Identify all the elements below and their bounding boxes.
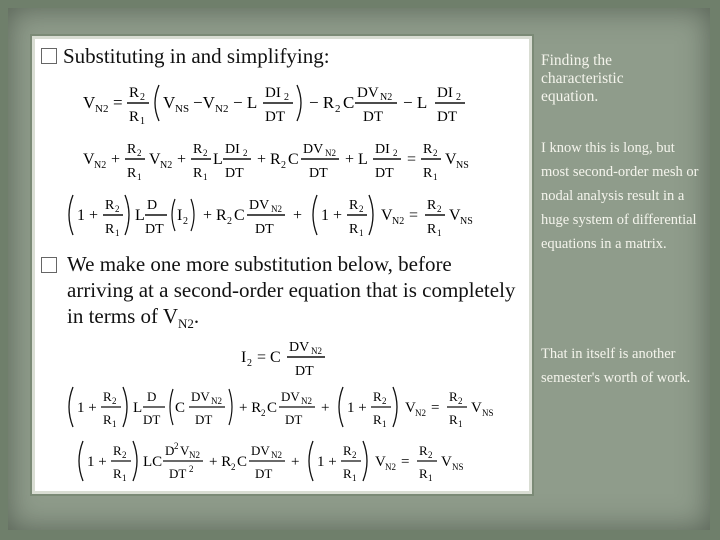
svg-text:2: 2 xyxy=(261,408,266,418)
svg-text:=: = xyxy=(407,151,417,168)
svg-text:1: 1 xyxy=(433,172,438,182)
svg-text:R: R xyxy=(113,443,122,458)
svg-text:R: R xyxy=(449,389,458,404)
svg-text:2: 2 xyxy=(183,216,188,227)
svg-text:R: R xyxy=(129,85,140,101)
svg-text:R: R xyxy=(105,222,115,237)
svg-text:DT: DT xyxy=(145,222,164,237)
svg-text:C: C xyxy=(343,93,355,112)
svg-text:N2: N2 xyxy=(160,160,173,171)
svg-text:V: V xyxy=(149,151,161,168)
svg-text:DI: DI xyxy=(375,142,390,157)
svg-text:R: R xyxy=(373,412,382,427)
svg-text:+: + xyxy=(291,454,300,470)
svg-text:C: C xyxy=(288,151,299,168)
side-paragraph-2: That in itself is another semester's worth of work. xyxy=(541,346,691,386)
svg-text:DI: DI xyxy=(225,142,240,157)
svg-text:R: R xyxy=(343,466,352,481)
svg-text:R: R xyxy=(193,142,203,157)
svg-text:2: 2 xyxy=(281,160,286,171)
svg-text:DT: DT xyxy=(169,466,187,481)
svg-text:1 +: 1 + xyxy=(317,454,337,470)
svg-text:DT: DT xyxy=(309,166,328,181)
svg-text:2: 2 xyxy=(140,92,145,103)
svg-text:R: R xyxy=(373,389,382,404)
svg-text:I: I xyxy=(177,207,183,224)
svg-text:V: V xyxy=(180,443,190,458)
svg-text:N2: N2 xyxy=(271,204,282,214)
svg-text:DT: DT xyxy=(437,109,457,125)
svg-text:V: V xyxy=(83,93,96,112)
svg-text:2: 2 xyxy=(112,396,117,406)
svg-text:C: C xyxy=(237,454,248,470)
svg-text:R: R xyxy=(427,198,437,213)
svg-text:N2: N2 xyxy=(392,216,405,227)
svg-text:N2: N2 xyxy=(211,396,222,406)
svg-text:R: R xyxy=(427,222,437,237)
svg-text:V: V xyxy=(445,151,457,168)
svg-text:R: R xyxy=(127,166,137,181)
svg-text:+: + xyxy=(293,207,303,224)
svg-text:1: 1 xyxy=(115,228,120,238)
svg-text:+ R: + R xyxy=(239,400,262,416)
svg-text:1: 1 xyxy=(352,473,357,483)
bullet-2: We make one more substitution below, before arriving at a second-order equation that is completely in terms of $V_{N2}$. xyxy=(41,251,521,337)
svg-text:NS: NS xyxy=(460,216,473,227)
svg-text:DV: DV xyxy=(303,142,324,157)
svg-text:R: R xyxy=(449,412,458,427)
equation-5 xyxy=(65,381,515,433)
svg-text:=: = xyxy=(409,207,419,224)
svg-text:DT: DT xyxy=(255,466,273,481)
svg-text:DT: DT xyxy=(195,412,213,427)
svg-text:2: 2 xyxy=(433,148,438,158)
svg-text:= C: = C xyxy=(257,349,281,366)
svg-text:NS: NS xyxy=(482,408,494,418)
bullet-1: Substituting in and simplifying: xyxy=(41,43,330,69)
svg-text:LC: LC xyxy=(143,454,163,470)
svg-text:N2: N2 xyxy=(215,103,229,115)
svg-text:1 +: 1 + xyxy=(321,207,343,224)
svg-text:DI: DI xyxy=(437,85,453,101)
svg-text:R: R xyxy=(349,222,359,237)
svg-text:DI: DI xyxy=(265,85,281,101)
svg-text:R: R xyxy=(103,389,112,404)
svg-text:C: C xyxy=(175,400,186,416)
svg-text:=: = xyxy=(431,400,440,416)
svg-text:N2: N2 xyxy=(385,462,396,472)
svg-text:1: 1 xyxy=(382,419,387,429)
svg-text:DT: DT xyxy=(375,166,394,181)
svg-text:=: = xyxy=(113,93,123,112)
subscript-n2: N2 xyxy=(178,316,194,332)
svg-text:DT: DT xyxy=(225,166,244,181)
svg-text:2: 2 xyxy=(382,396,387,406)
svg-text:R: R xyxy=(349,198,359,213)
svg-text:N2: N2 xyxy=(325,148,336,158)
svg-text:2: 2 xyxy=(335,103,341,115)
svg-text:DV: DV xyxy=(249,198,270,213)
svg-text:+ L: + L xyxy=(345,151,368,168)
svg-text:2: 2 xyxy=(247,358,252,369)
svg-text:V: V xyxy=(471,400,482,416)
svg-text:2: 2 xyxy=(456,92,461,103)
svg-text:L: L xyxy=(213,151,223,168)
svg-text:N2: N2 xyxy=(380,92,393,103)
svg-text:2: 2 xyxy=(243,148,248,158)
svg-text:1: 1 xyxy=(428,473,433,483)
svg-text:2: 2 xyxy=(115,204,120,214)
svg-text:N2: N2 xyxy=(415,408,426,418)
svg-text:R: R xyxy=(127,142,137,157)
svg-text:− L: − L xyxy=(233,93,258,112)
svg-text:R: R xyxy=(129,109,140,125)
svg-text:DT: DT xyxy=(285,412,303,427)
svg-text:1: 1 xyxy=(122,473,127,483)
svg-text:V: V xyxy=(449,207,461,224)
svg-text:2: 2 xyxy=(122,450,127,460)
svg-text:N2: N2 xyxy=(189,450,200,460)
svg-text:1: 1 xyxy=(458,419,463,429)
svg-text:2: 2 xyxy=(137,148,142,158)
svg-text:D: D xyxy=(165,443,175,458)
svg-text:V: V xyxy=(381,207,393,224)
svg-text:DV: DV xyxy=(191,389,210,404)
svg-text:−V: −V xyxy=(193,93,215,112)
equation-1 xyxy=(83,77,503,127)
svg-text:R: R xyxy=(419,466,428,481)
svg-text:2: 2 xyxy=(174,441,179,451)
bullet-box-icon xyxy=(41,257,57,273)
svg-text:DV: DV xyxy=(281,389,300,404)
equation-2 xyxy=(83,135,523,185)
svg-text:2: 2 xyxy=(393,148,398,158)
svg-text:+: + xyxy=(177,151,187,168)
svg-text:V: V xyxy=(375,454,386,470)
svg-text:R: R xyxy=(419,443,428,458)
svg-text:+ R: + R xyxy=(209,454,232,470)
svg-text:1: 1 xyxy=(112,419,117,429)
svg-text:2: 2 xyxy=(352,450,357,460)
svg-text:NS: NS xyxy=(175,103,190,115)
svg-text:1: 1 xyxy=(359,228,364,238)
svg-text:1: 1 xyxy=(437,228,442,238)
svg-text:1 +: 1 + xyxy=(87,454,107,470)
svg-text:2: 2 xyxy=(428,450,433,460)
equation-4 xyxy=(241,335,361,381)
svg-text:DT: DT xyxy=(255,222,274,237)
svg-text:=: = xyxy=(401,454,410,470)
svg-text:DT: DT xyxy=(143,412,161,427)
svg-text:DV: DV xyxy=(357,85,379,101)
svg-text:NS: NS xyxy=(456,160,469,171)
svg-text:C: C xyxy=(267,400,278,416)
svg-text:NS: NS xyxy=(452,462,464,472)
svg-text:V: V xyxy=(83,151,95,168)
svg-text:2: 2 xyxy=(189,464,194,474)
svg-text:1: 1 xyxy=(137,172,142,182)
svg-text:D: D xyxy=(147,198,158,213)
svg-text:2: 2 xyxy=(203,148,208,158)
bullet-box-icon xyxy=(41,48,57,64)
svg-text:2: 2 xyxy=(437,204,442,214)
svg-text:I: I xyxy=(241,349,247,366)
svg-text:2: 2 xyxy=(284,92,289,103)
svg-text:N2: N2 xyxy=(95,103,109,115)
svg-text:1: 1 xyxy=(140,116,145,127)
svg-text:+ R: + R xyxy=(257,151,281,168)
svg-text:R: R xyxy=(423,142,433,157)
svg-text:DT: DT xyxy=(265,109,285,125)
equation-6 xyxy=(75,435,515,487)
svg-text:+: + xyxy=(111,151,121,168)
svg-text:N2: N2 xyxy=(94,160,107,171)
svg-text:C: C xyxy=(234,207,245,224)
svg-text:+: + xyxy=(321,400,330,416)
svg-text:1 +: 1 + xyxy=(77,400,97,416)
svg-text:N2: N2 xyxy=(311,346,322,356)
svg-text:1 +: 1 + xyxy=(347,400,367,416)
svg-text:1: 1 xyxy=(203,172,208,182)
svg-text:− R: − R xyxy=(309,93,335,112)
svg-text:D: D xyxy=(147,389,157,404)
svg-text:V: V xyxy=(441,454,452,470)
svg-text:L: L xyxy=(135,207,145,224)
svg-text:R: R xyxy=(343,443,352,458)
side-paragraph-1: I know this is long, but most second-order mesh or nodal analysis result in a huge system of differential equations in a matrix. xyxy=(541,140,699,252)
svg-text:2: 2 xyxy=(359,204,364,214)
svg-text:R: R xyxy=(103,412,112,427)
svg-text:+ R: + R xyxy=(203,207,227,224)
svg-text:DV: DV xyxy=(289,340,310,355)
svg-text:2: 2 xyxy=(458,396,463,406)
svg-text:2: 2 xyxy=(231,462,236,472)
svg-text:V: V xyxy=(405,400,416,416)
svg-text:DT: DT xyxy=(363,109,383,125)
svg-text:N2: N2 xyxy=(301,396,312,406)
svg-text:1 +: 1 + xyxy=(77,207,99,224)
svg-text:− L: − L xyxy=(403,93,428,112)
content-panel xyxy=(32,36,532,494)
equation-3 xyxy=(65,187,515,243)
svg-text:V: V xyxy=(163,93,176,112)
svg-text:DT: DT xyxy=(295,364,314,379)
svg-text:L: L xyxy=(133,400,143,416)
svg-text:R: R xyxy=(105,198,115,213)
svg-text:2: 2 xyxy=(227,216,232,227)
svg-text:R: R xyxy=(113,466,122,481)
svg-text:N2: N2 xyxy=(271,450,282,460)
svg-text:DV: DV xyxy=(251,443,270,458)
svg-text:R: R xyxy=(193,166,203,181)
svg-text:R: R xyxy=(423,166,433,181)
side-heading: Finding the characteristic equation. xyxy=(541,52,624,105)
